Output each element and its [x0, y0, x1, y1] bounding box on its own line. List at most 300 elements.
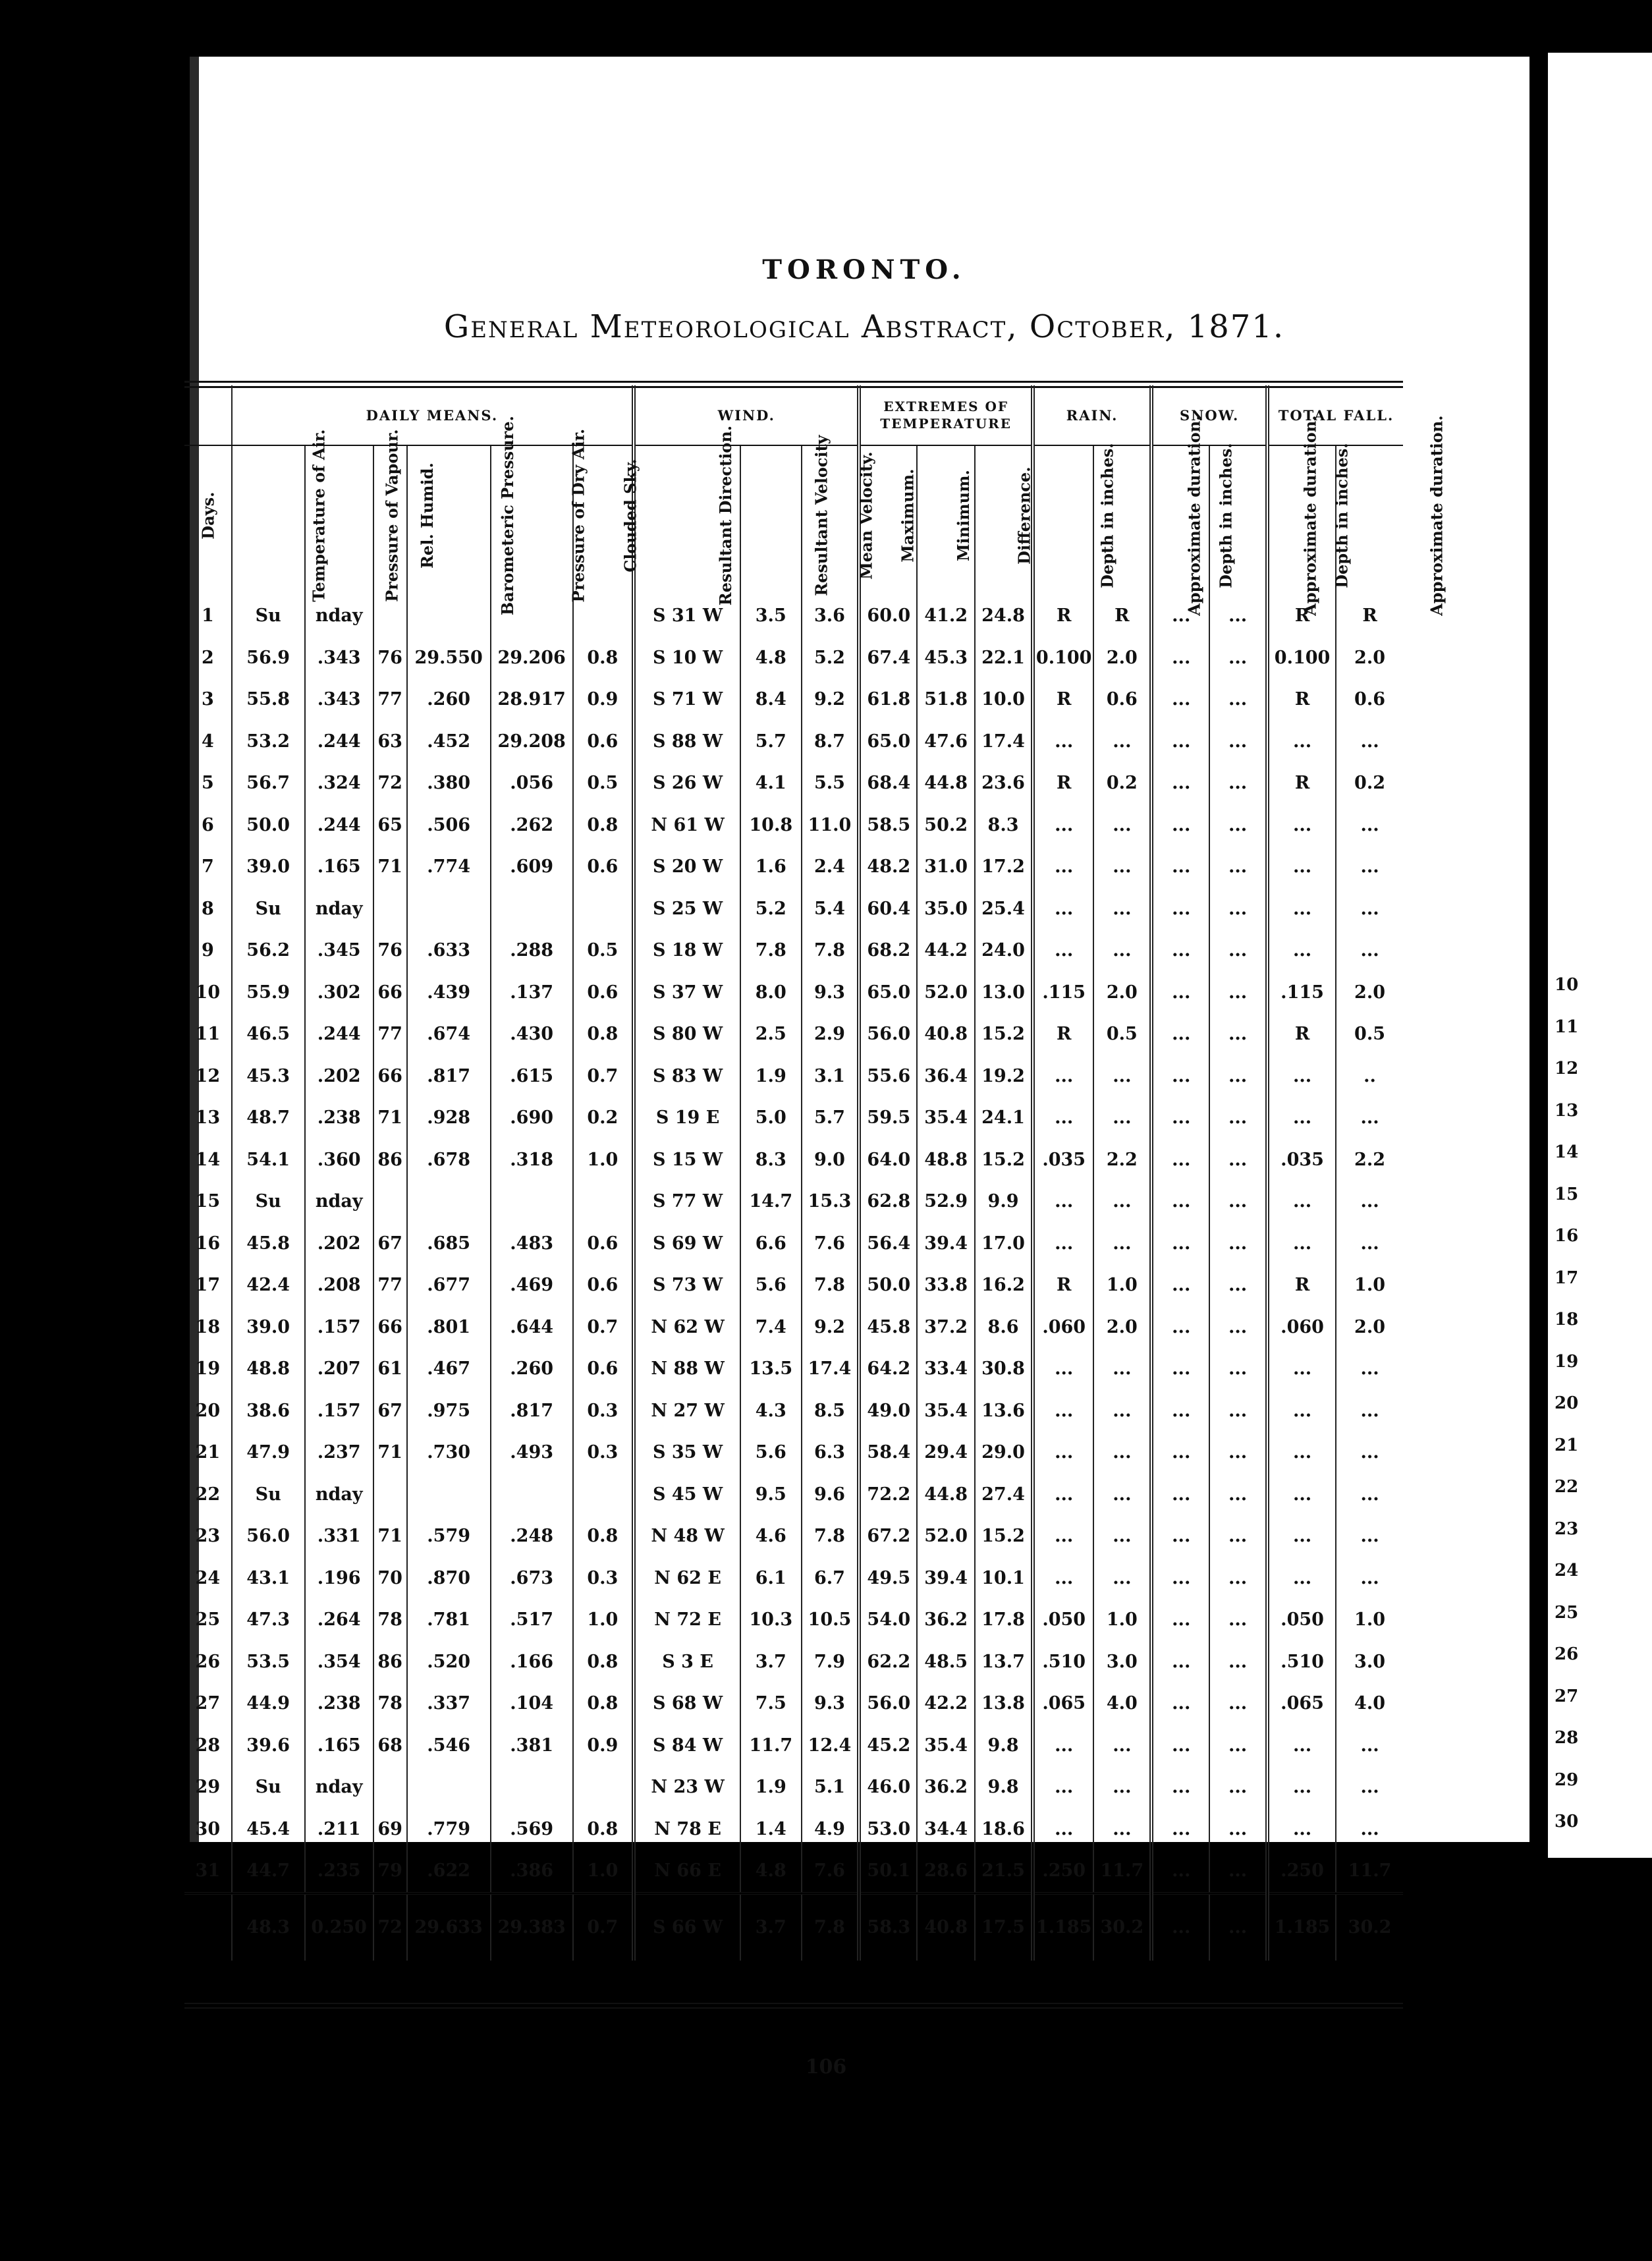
- data-cell: .615: [491, 1055, 573, 1098]
- data-cell: .238: [305, 1097, 373, 1139]
- column-header-label: Pressure of Vapour.: [382, 428, 402, 602]
- data-cell: 5.0: [740, 1097, 801, 1139]
- data-cell: S 68 W: [634, 1683, 740, 1725]
- data-cell: [573, 1766, 634, 1808]
- data-cell: 52.0: [917, 972, 975, 1014]
- data-cell: 56.0: [859, 1013, 917, 1055]
- data-cell: 5.2: [740, 888, 801, 930]
- table-row: [184, 1725, 1403, 1767]
- data-cell: ...: [1360, 1233, 1379, 1254]
- data-cell: [407, 1181, 491, 1223]
- data-cell: ...: [1151, 1306, 1209, 1349]
- data-cell: N 66 E: [634, 1850, 740, 1893]
- page-number: 106: [805, 2055, 847, 2079]
- data-cell: 0.7: [573, 1306, 634, 1349]
- data-cell: [407, 1474, 491, 1516]
- data-cell: 0.6: [573, 721, 634, 763]
- data-cell: R: [1362, 605, 1377, 627]
- data-cell: ...: [1209, 1390, 1267, 1432]
- group-extremes: EXTREMES OF TEMPERATURE: [859, 385, 1033, 445]
- adjacent-page-number: 13: [1555, 1100, 1579, 1121]
- data-cell: S 77 W: [634, 1181, 740, 1223]
- data-cell: 17.2: [975, 846, 1033, 888]
- data-cell: 22.1: [975, 637, 1033, 679]
- day-cell: 24: [184, 1557, 232, 1600]
- data-cell: .928: [407, 1097, 491, 1139]
- data-cell: 59.5: [859, 1097, 917, 1139]
- data-cell: .196: [305, 1557, 373, 1600]
- data-cell: .343: [305, 679, 373, 721]
- data-cell: 38.6: [232, 1390, 305, 1432]
- data-cell: ...: [1267, 721, 1336, 763]
- data-cell: .237: [305, 1432, 373, 1474]
- data-cell: 24.0: [975, 930, 1033, 972]
- data-cell: 6.1: [740, 1557, 801, 1600]
- data-cell: .065: [1033, 1683, 1093, 1725]
- data-cell: ...: [1151, 1390, 1209, 1432]
- data-cell: ...: [1033, 1390, 1093, 1432]
- data-cell: 0.6: [573, 846, 634, 888]
- data-cell: .060: [1267, 1306, 1336, 1349]
- adjacent-page-number: 10: [1555, 975, 1579, 995]
- data-cell: 76: [373, 930, 407, 972]
- data-cell: [407, 888, 491, 930]
- data-cell: 0.9: [573, 679, 634, 721]
- data-cell: 0.2: [573, 1097, 634, 1139]
- data-cell: ...: [1151, 1139, 1209, 1181]
- data-cell: R: [1267, 1013, 1336, 1055]
- data-cell: ...: [1209, 1641, 1267, 1683]
- data-cell: S 15 W: [634, 1139, 740, 1181]
- data-cell: 8.0: [740, 972, 801, 1014]
- data-cell: 9.2: [802, 1306, 860, 1349]
- day-cell: 16: [184, 1223, 232, 1265]
- data-cell: ...: [1267, 1766, 1336, 1808]
- table-row: [184, 637, 1403, 679]
- data-cell: .337: [407, 1683, 491, 1725]
- data-cell: 2.0: [1093, 637, 1151, 679]
- day-cell: 11: [184, 1013, 232, 1055]
- data-cell: [407, 1766, 491, 1808]
- data-cell: 48.7: [232, 1097, 305, 1139]
- data-cell: ...: [1151, 637, 1209, 679]
- table-row: [184, 1515, 1403, 1557]
- day-cell: 28: [184, 1725, 232, 1767]
- day-cell: 31: [184, 1850, 232, 1893]
- data-cell: .207: [305, 1348, 373, 1390]
- data-cell: [573, 888, 634, 930]
- data-cell: 0.6: [573, 1223, 634, 1265]
- data-cell: .467: [407, 1348, 491, 1390]
- data-cell: .493: [491, 1432, 573, 1474]
- data-cell: ...: [1093, 1097, 1151, 1139]
- data-cell: 0.6: [573, 972, 634, 1014]
- data-cell: 9.8: [975, 1766, 1033, 1808]
- table-row: [184, 1306, 1403, 1349]
- data-cell: 0.8: [573, 1808, 634, 1851]
- data-cell: ...: [1093, 804, 1151, 847]
- data-cell: 0.3: [573, 1557, 634, 1600]
- data-cell: S 45 W: [634, 1474, 740, 1516]
- data-cell: ...: [1151, 972, 1209, 1014]
- group-wind: WIND.: [634, 385, 859, 445]
- data-cell: ...: [1151, 1641, 1209, 1683]
- table-row: [184, 846, 1403, 888]
- data-cell: .104: [491, 1683, 573, 1725]
- data-cell: ...: [1360, 1358, 1379, 1380]
- data-cell: 5.2: [802, 637, 860, 679]
- data-cell: 56.9: [232, 637, 305, 679]
- bottom-rule: [184, 2003, 1403, 2009]
- data-cell: 4.1: [740, 762, 801, 804]
- data-cell: ...: [1209, 1348, 1267, 1390]
- data-cell: .202: [305, 1055, 373, 1098]
- data-cell: .622: [407, 1850, 491, 1893]
- data-cell: N 61 W: [634, 804, 740, 847]
- data-cell: 58.4: [859, 1432, 917, 1474]
- data-cell: .579: [407, 1515, 491, 1557]
- data-cell: ...: [1151, 1432, 1209, 1474]
- data-cell: ...: [1360, 1735, 1379, 1756]
- data-cell: 45.4: [232, 1808, 305, 1851]
- data-cell: ...: [1151, 1474, 1209, 1516]
- data-cell: 10.3: [740, 1599, 801, 1641]
- data-cell: ...: [1267, 1390, 1336, 1432]
- data-cell: 33.8: [917, 1264, 975, 1306]
- data-cell: ...: [1267, 1181, 1336, 1223]
- data-cell: 45.3: [917, 637, 975, 679]
- data-cell: .546: [407, 1725, 491, 1767]
- data-cell: 1.9: [740, 1055, 801, 1098]
- data-cell: .260: [491, 1348, 573, 1390]
- data-cell: 1.0: [1354, 1609, 1386, 1631]
- data-cell: 3.7: [740, 1641, 801, 1683]
- data-cell: 2.0: [1354, 1316, 1386, 1337]
- data-cell: 28.917: [491, 679, 573, 721]
- data-cell: 0.7: [573, 1055, 634, 1098]
- data-cell: 56.7: [232, 762, 305, 804]
- data-cell: 1.0: [1093, 1264, 1151, 1306]
- data-cell: 0.6: [573, 1264, 634, 1306]
- data-cell: 14.7: [740, 1181, 801, 1223]
- data-cell: 63: [373, 721, 407, 763]
- data-cell: 4.9: [802, 1808, 860, 1851]
- data-cell: ...: [1033, 1515, 1093, 1557]
- adjacent-page-number: 19: [1555, 1351, 1579, 1372]
- data-cell: ...: [1360, 1107, 1379, 1129]
- adjacent-page-number: 25: [1555, 1602, 1579, 1623]
- data-cell: ...: [1267, 1808, 1336, 1851]
- day-cell: 26: [184, 1641, 232, 1683]
- data-cell: 2.9: [802, 1013, 860, 1055]
- day-cell: 30: [184, 1808, 232, 1851]
- data-cell: 11.7: [740, 1725, 801, 1767]
- data-cell: 0.8: [573, 804, 634, 847]
- blank-header: [184, 385, 232, 445]
- mean-cell: 0.7: [573, 1893, 634, 1961]
- table-row: [184, 1599, 1403, 1641]
- table-row: [184, 1390, 1403, 1432]
- data-cell: ...: [1033, 1557, 1093, 1600]
- data-cell: 8.7: [802, 721, 860, 763]
- data-cell: ...: [1151, 1683, 1209, 1725]
- data-cell: 77: [373, 1013, 407, 1055]
- data-cell: 65.0: [859, 721, 917, 763]
- data-cell: S 71 W: [634, 679, 740, 721]
- data-cell: ...: [1093, 1348, 1151, 1390]
- data-cell: ...: [1093, 1432, 1151, 1474]
- data-cell: 42.2: [917, 1683, 975, 1725]
- table-row: [184, 930, 1403, 972]
- data-cell: 13.7: [975, 1641, 1033, 1683]
- data-cell: ...: [1209, 846, 1267, 888]
- column-header-7: [634, 425, 740, 605]
- data-cell: 71: [373, 1432, 407, 1474]
- data-cell: .510: [1267, 1641, 1336, 1683]
- data-cell: 16.2: [975, 1264, 1033, 1306]
- data-cell: ...: [1209, 637, 1267, 679]
- data-cell: ...: [1209, 1808, 1267, 1851]
- data-cell: .060: [1033, 1306, 1093, 1349]
- data-cell: .781: [407, 1599, 491, 1641]
- data-cell: 55.9: [232, 972, 305, 1014]
- data-cell: 3.0: [1093, 1641, 1151, 1683]
- data-cell: ...: [1209, 972, 1267, 1014]
- data-cell: ...: [1209, 888, 1267, 930]
- data-cell: .137: [491, 972, 573, 1014]
- mean-cell: ...: [1151, 1893, 1209, 1961]
- data-cell: 35.4: [917, 1725, 975, 1767]
- data-cell: 77: [373, 679, 407, 721]
- data-cell: .238: [305, 1683, 373, 1725]
- data-cell: 23.6: [975, 762, 1033, 804]
- data-cell: 29.208: [491, 721, 573, 763]
- day-cell: 14: [184, 1139, 232, 1181]
- column-header-13: [1033, 442, 1117, 588]
- data-cell: 52.9: [917, 1181, 975, 1223]
- data-cell: ...: [1151, 1808, 1209, 1851]
- table-row: [184, 721, 1403, 763]
- data-cell: 3.0: [1354, 1651, 1386, 1672]
- data-cell: ...: [1151, 1181, 1209, 1223]
- column-header-label: Rel. Humid.: [417, 462, 437, 569]
- data-cell: .674: [407, 1013, 491, 1055]
- data-cell: 56.4: [859, 1223, 917, 1265]
- data-cell: ...: [1209, 1432, 1267, 1474]
- column-header-0: [184, 445, 232, 584]
- column-header-label: Difference.: [1014, 466, 1034, 565]
- data-cell: ...: [1151, 1348, 1209, 1390]
- data-cell: .166: [491, 1641, 573, 1683]
- column-header-label: Mean Velocity.: [856, 451, 876, 580]
- data-cell: ...: [1033, 1432, 1093, 1474]
- data-cell: 0.8: [573, 1515, 634, 1557]
- adjacent-page-edge: [1548, 53, 1652, 1858]
- data-cell: 5.6: [740, 1264, 801, 1306]
- data-cell: [373, 1766, 407, 1808]
- data-cell: .817: [491, 1390, 573, 1432]
- data-cell: .817: [407, 1055, 491, 1098]
- data-cell: 29.4: [917, 1432, 975, 1474]
- data-cell: ...: [1360, 1484, 1379, 1505]
- data-cell: .250: [1033, 1850, 1093, 1893]
- data-cell: 3.1: [802, 1055, 860, 1098]
- data-cell: 1.0: [573, 1599, 634, 1641]
- data-cell: .452: [407, 721, 491, 763]
- data-cell: 4.8: [740, 1850, 801, 1893]
- data-cell: .065: [1267, 1683, 1336, 1725]
- data-cell: .302: [305, 972, 373, 1014]
- data-cell: 27.4: [975, 1474, 1033, 1516]
- top-rule-1: [184, 381, 1403, 383]
- day-cell: 9: [184, 930, 232, 972]
- table-row: [184, 888, 1403, 930]
- data-cell: 8.5: [802, 1390, 860, 1432]
- column-header-1: [232, 429, 329, 602]
- data-cell: .469: [491, 1264, 573, 1306]
- data-cell: .035: [1267, 1139, 1336, 1181]
- data-cell: ...: [1033, 804, 1093, 847]
- table-row: [184, 804, 1403, 847]
- adjacent-page-number: 26: [1555, 1644, 1579, 1664]
- data-cell: 36.2: [917, 1599, 975, 1641]
- data-cell: 1.6: [740, 846, 801, 888]
- data-cell: ...: [1267, 1474, 1336, 1516]
- data-cell: ...: [1151, 1766, 1209, 1808]
- data-cell: 17.0: [975, 1223, 1033, 1265]
- mean-cell: 30.2: [1093, 1893, 1151, 1961]
- data-cell: R: [1267, 762, 1336, 804]
- data-cell: Su: [232, 584, 305, 637]
- data-cell: .380: [407, 762, 491, 804]
- data-cell: 66: [373, 1055, 407, 1098]
- data-cell: .324: [305, 762, 373, 804]
- data-cell: 1.4: [740, 1808, 801, 1851]
- page-title: TORONTO.: [762, 254, 966, 285]
- column-header-label: Temperature of Air.: [309, 429, 329, 602]
- data-cell: 3.5: [740, 584, 801, 637]
- data-cell: ...: [1093, 930, 1151, 972]
- data-cell: 8.4: [740, 679, 801, 721]
- data-cell: 1.9: [740, 1766, 801, 1808]
- data-cell: 4.0: [1354, 1693, 1386, 1714]
- data-cell: S 31 W: [634, 584, 740, 637]
- data-cell: Su: [232, 888, 305, 930]
- data-cell: R: [1033, 1013, 1093, 1055]
- table-row: [184, 1808, 1403, 1851]
- data-cell: 7.8: [802, 1264, 860, 1306]
- data-cell: [491, 1766, 573, 1808]
- adjacent-page-number: 29: [1555, 1770, 1579, 1790]
- data-cell: ...: [1360, 940, 1379, 961]
- data-cell: ...: [1209, 1181, 1267, 1223]
- data-cell: ...: [1209, 1683, 1267, 1725]
- day-cell: 19: [184, 1348, 232, 1390]
- data-cell: 17.4: [802, 1348, 860, 1390]
- data-cell: [373, 1474, 407, 1516]
- data-cell: 9.0: [802, 1139, 860, 1181]
- day-cell: 29: [184, 1766, 232, 1808]
- data-cell: ...: [1360, 1400, 1379, 1421]
- data-cell: ...: [1209, 804, 1267, 847]
- data-cell: .165: [305, 846, 373, 888]
- data-cell: 29.0: [975, 1432, 1033, 1474]
- data-cell: 6.6: [740, 1223, 801, 1265]
- data-cell: 29.550: [407, 637, 491, 679]
- data-cell: .035: [1033, 1139, 1093, 1181]
- data-cell: 34.4: [917, 1808, 975, 1851]
- day-cell: 23: [184, 1515, 232, 1557]
- data-cell: 28.6: [917, 1850, 975, 1893]
- data-cell: ...: [1093, 1390, 1151, 1432]
- data-cell: ...: [1360, 1567, 1379, 1588]
- day-cell: 4: [184, 721, 232, 763]
- day-cell: 3: [184, 679, 232, 721]
- data-cell: ...: [1267, 1725, 1336, 1767]
- table-row: [184, 1474, 1403, 1516]
- table-row: [184, 762, 1403, 804]
- data-cell: .318: [491, 1139, 573, 1181]
- data-cell: 4.3: [740, 1390, 801, 1432]
- data-cell: 0.5: [573, 930, 634, 972]
- data-cell: 10.8: [740, 804, 801, 847]
- data-cell: .870: [407, 1557, 491, 1600]
- data-cell: .331: [305, 1515, 373, 1557]
- data-cell: 21.5: [975, 1850, 1033, 1893]
- data-cell: ...: [1209, 1557, 1267, 1600]
- mean-cell: 1.185: [1033, 1893, 1093, 1961]
- data-cell: 5.1: [802, 1766, 860, 1808]
- data-cell: 15.2: [975, 1013, 1033, 1055]
- data-cell: ...: [1093, 888, 1151, 930]
- data-cell: ...: [1033, 1348, 1093, 1390]
- data-cell: 0.2: [1354, 773, 1386, 794]
- data-cell: 5.7: [802, 1097, 860, 1139]
- table-row: [184, 1181, 1403, 1223]
- day-cell: 6: [184, 804, 232, 847]
- data-cell: 50.0: [859, 1264, 917, 1306]
- data-cell: ...: [1151, 846, 1209, 888]
- data-cell: 72: [373, 762, 407, 804]
- data-cell: 44.9: [232, 1683, 305, 1725]
- data-cell: 0.5: [1093, 1013, 1151, 1055]
- data-cell: .678: [407, 1139, 491, 1181]
- data-cell: 15.2: [975, 1139, 1033, 1181]
- data-cell: Su: [232, 1181, 305, 1223]
- table-row: [184, 1641, 1403, 1683]
- data-cell: 71: [373, 1097, 407, 1139]
- data-cell: ...: [1033, 888, 1093, 930]
- data-cell: 7.4: [740, 1306, 801, 1349]
- data-cell: .506: [407, 804, 491, 847]
- data-cell: .115: [1267, 972, 1336, 1014]
- day-cell: 20: [184, 1390, 232, 1432]
- data-cell: ...: [1033, 1097, 1093, 1139]
- adjacent-page-number: 11: [1555, 1017, 1579, 1037]
- data-cell: 46.0: [859, 1766, 917, 1808]
- data-cell: ...: [1093, 1725, 1151, 1767]
- data-cell: 0.9: [573, 1725, 634, 1767]
- data-cell: 44.8: [917, 1474, 975, 1516]
- data-cell: 49.0: [859, 1390, 917, 1432]
- data-cell: [373, 888, 407, 930]
- data-cell: ...: [1360, 856, 1379, 878]
- column-header-11: [917, 445, 975, 584]
- data-cell: 10.1: [975, 1557, 1033, 1600]
- data-cell: 66: [373, 972, 407, 1014]
- data-cell: .262: [491, 804, 573, 847]
- table-row: [184, 1432, 1403, 1474]
